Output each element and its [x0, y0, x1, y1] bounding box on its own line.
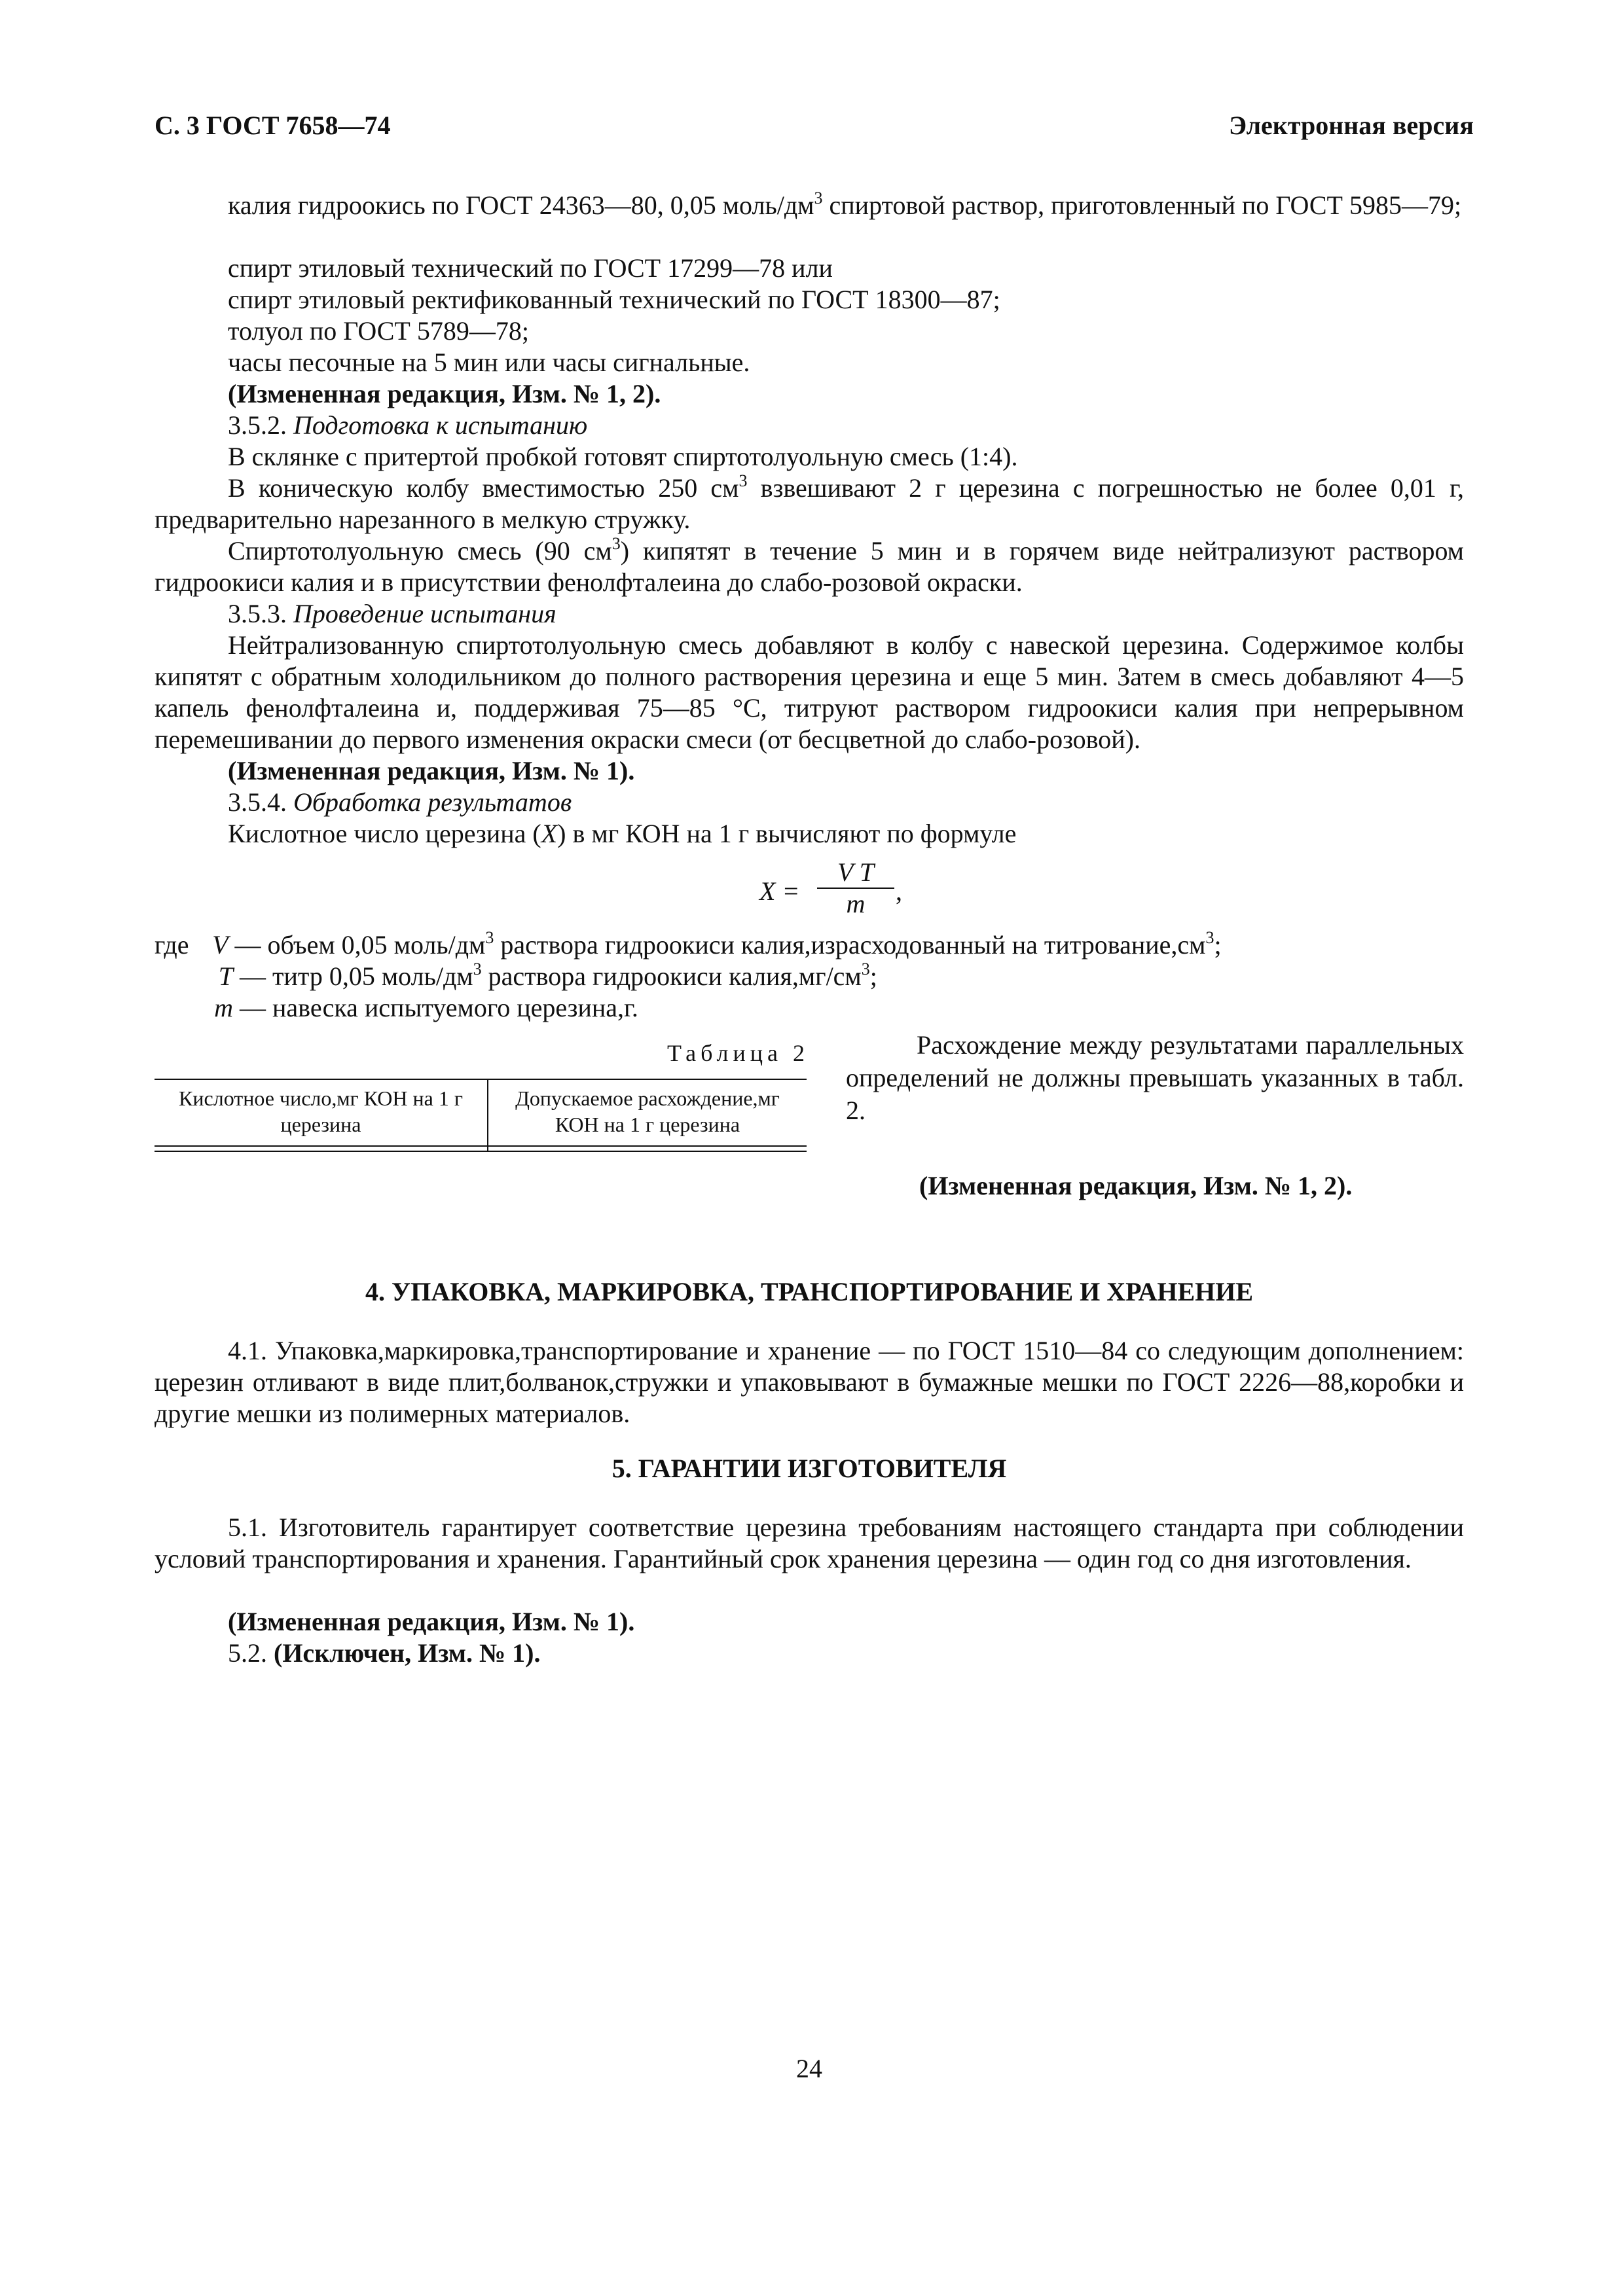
reagent-ethanol-tech: спирт этиловый технический по ГОСТ 17299—78 или	[228, 253, 833, 283]
subsection-heading-3-5-2: 3.5.2. Подготовка к испытанию	[228, 410, 588, 440]
paragraph: 5.1. Изготовитель гарантирует соответствие церезина требованиям настоящего стандарта при соблюдении условий транспортирования и хранения. Гарантийный срок хранения церезина — один год со дня изготовления.	[155, 1513, 1464, 1573]
formula-numerator: V T	[837, 857, 874, 887]
subsection-heading-3-5-3: 3.5.3. Проведение испытания	[228, 599, 556, 628]
revision-note: (Измененная редакция, Изм. № 1).	[228, 756, 635, 785]
paragraph: Спиртотолуольную смесь (90 $см^3$) кипятят в течение 5 мин и в горячем виде нейтрализуют раствором гидроокиси калия и в присутствии фенолфталеина до слабо-розовой окраски.	[155, 533, 1464, 597]
revision-note: (Измененная редакция, Изм. № 1).	[228, 1607, 635, 1636]
paragraph: В склянке с притертой пробкой готовят спиртотолуольную смесь (1:4).	[228, 442, 1018, 471]
section-heading-5: 5. ГАРАНТИИ ИЗГОТОВИТЕЛЯ	[611, 1454, 1007, 1483]
paragraph: В коническую колбу вместимостью 250 $см^3$ взвешивают 2 г церезина с погрешностью не более 0,01 г, предварительно нарезанного в мелкую стружку.	[155, 471, 1464, 534]
legend-item-m: m — навеска испытуемого церезина,г.	[214, 993, 638, 1022]
formula-comma: ,	[896, 876, 902, 906]
header-edition-label: Электронная версия	[1228, 111, 1474, 140]
page-number: 24	[796, 2054, 822, 2083]
reagent-koh: калия гидроокись по ГОСТ 24363—80, 0,05 моль/$дм^3$ спиртовой раствор, приготовленный по ГОСТ 5985—79;	[228, 188, 1462, 220]
section-heading-4: 4. УПАКОВКА, МАРКИРОВКА, ТРАНСПОРТИРОВАНИЕ И ХРАНЕНИЕ	[365, 1277, 1254, 1306]
header-document-code: С. 3 ГОСТ 7658—74	[155, 111, 391, 140]
formula-lhs: X =	[759, 876, 800, 906]
paragraph: Кислотное число церезина (X) в мг КОН на 1 г вычисляют по формуле	[228, 819, 1017, 848]
formula-fraction	[817, 857, 894, 919]
table-header-acid-number: Кислотное число,мг КОН на 1 г церезина	[155, 1080, 488, 1146]
revision-note: (Измененная редакция, Изм. № 1, 2).	[228, 379, 661, 408]
table-caption: Таблица 2	[667, 1040, 809, 1066]
paragraph: Нейтрализованную спиртотолуольную смесь добавляют в колбу с навеской церезина. Содержимое колбы кипятят с обратным холодильником до полного растворения церезина и еще 5 мин. Затем в смесь добавляют 4—5 капель фенолфталеина и, поддерживая 75—85 °С, титруют раствором гидроокиси калия при непрерывном перемешивании до первого изменения окраски смеси (от бесцветной до слабо-розовой).	[155, 630, 1464, 754]
reagent-ethanol-rect: спирт этиловый ректификованный технический по ГОСТ 18300—87;	[228, 285, 1000, 314]
table-2	[155, 1079, 807, 1152]
table-header-tolerance: Допускаемое расхождение,мг КОН на 1 г церезина	[515, 1086, 780, 1136]
revision-note: (Измененная редакция, Изм. № 1, 2).	[919, 1171, 1353, 1200]
formula-denominator: m	[846, 889, 866, 918]
paragraph-5-2: 5.2. (Исключен, Изм. № 1).	[228, 1638, 541, 1668]
repeatability-note: Расхождение между результатами параллельных определений не должны превышать указанных в табл. 2.	[846, 1030, 1464, 1125]
legend-item-v: где V — объем 0,05 моль/$дм^3$ раствора гидроокиси калия,израсходованный на $титрование,см^3$;	[155, 927, 1222, 960]
reagent-toluene: толуол по ГОСТ 5789—78;	[228, 316, 529, 346]
paragraph: 4.1. Упаковка,маркировка,транспортирование и хранение — по ГОСТ 1510—84 со следующим дополнением: церезин отливают в виде плит,болванок,стружки и упаковывают в бумажные мешки по ГОСТ 2226—88,коробки и другие мешки из полимерных материалов.	[155, 1336, 1464, 1428]
legend-item-t: T — титр 0,05 моль/$дм^3$ раствора гидроокиси $калия,мг/см^3$;	[218, 959, 877, 991]
reagent-timer: часы песочные на 5 мин или часы сигнальные.	[228, 348, 750, 377]
subsection-heading-3-5-4: 3.5.4. Обработка результатов	[228, 787, 572, 817]
